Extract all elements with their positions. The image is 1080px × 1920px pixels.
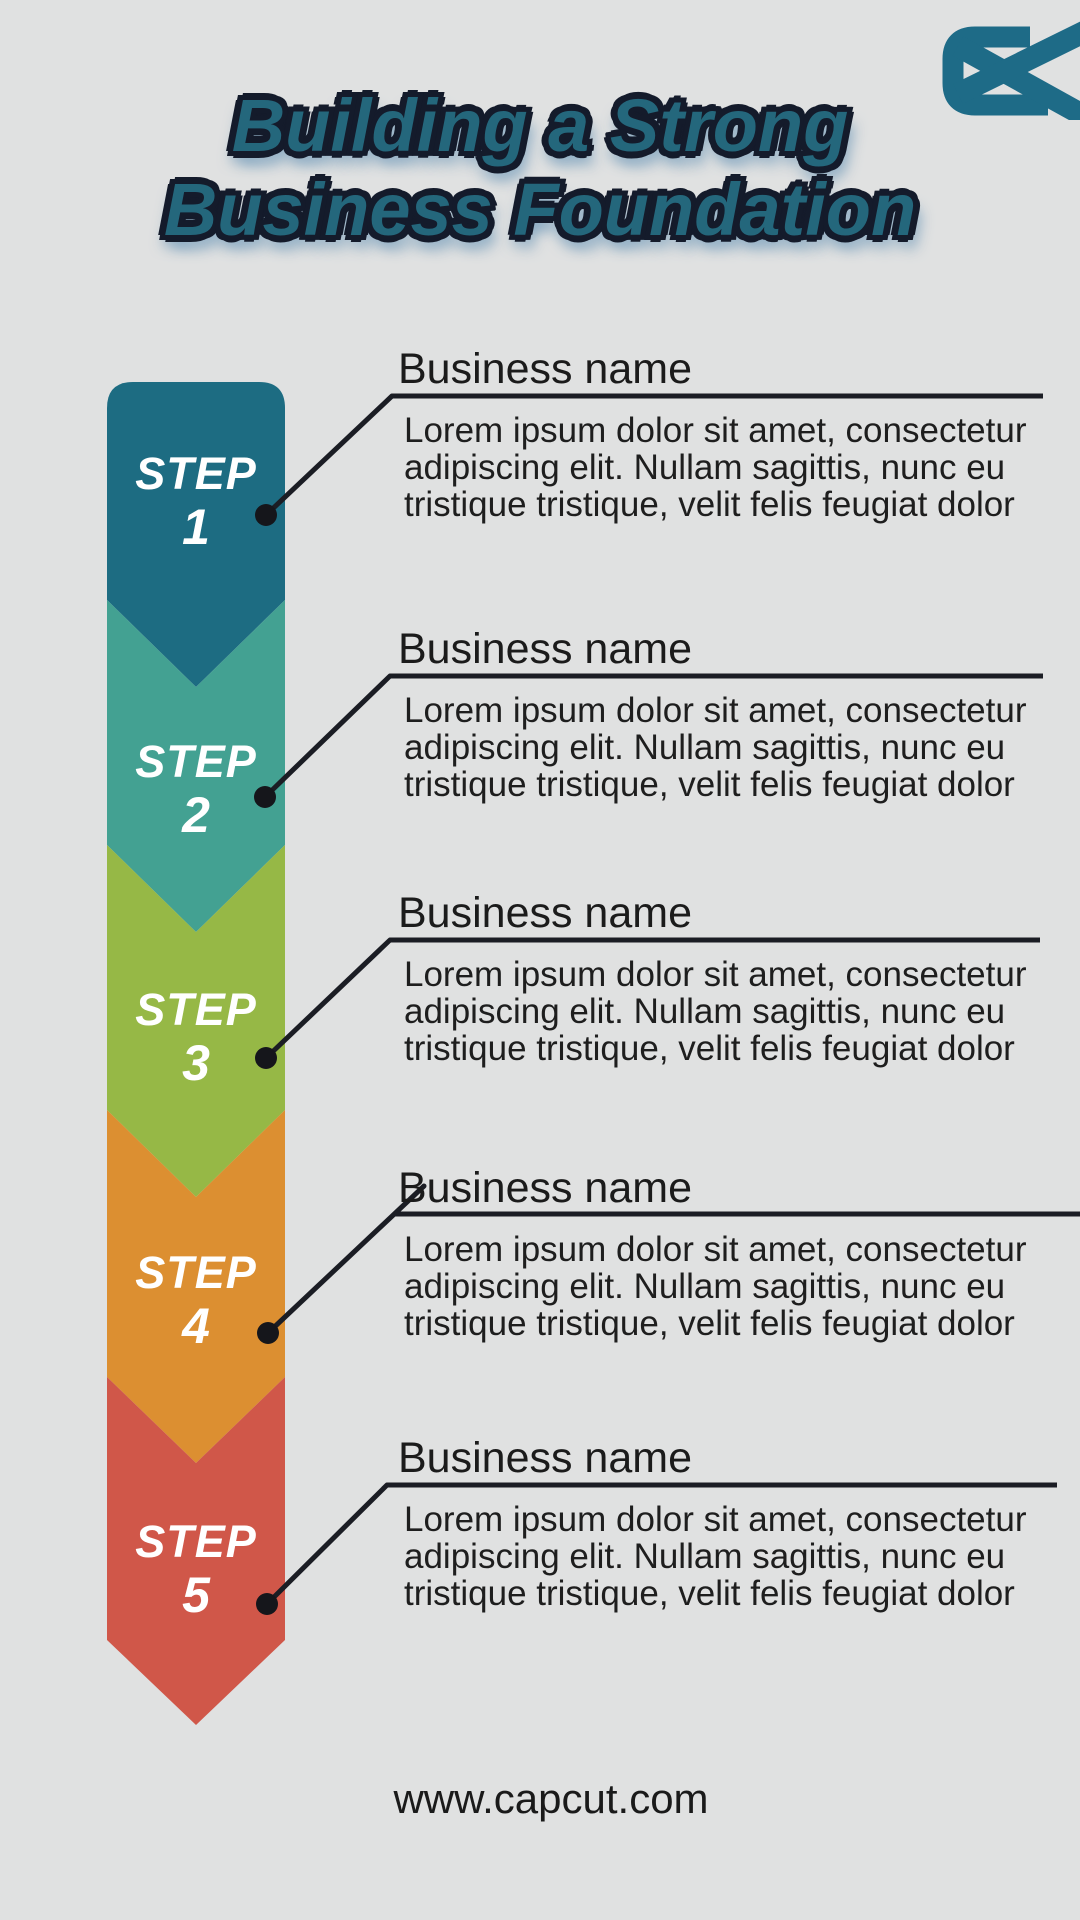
- page-title: [0, 84, 1080, 252]
- step-body-2-line-2: adipiscing elit. Nullam sagittis, nunc eu: [404, 728, 1006, 767]
- step-label-1: [107, 448, 285, 554]
- capcut-logo-icon: [940, 15, 1080, 120]
- step-word-3: STEP: [135, 984, 257, 1035]
- step-body-4-line-2: adipiscing elit. Nullam sagittis, nunc eu: [404, 1267, 1006, 1306]
- step-heading-4: Business name: [398, 1164, 692, 1212]
- step-number-3: 3: [182, 1035, 210, 1091]
- step-word-5: STEP: [135, 1516, 257, 1567]
- step-number-5: 5: [182, 1567, 210, 1623]
- step-body-1-line-2: adipiscing elit. Nullam sagittis, nunc eu: [404, 448, 1006, 487]
- step-body-1-line-3: tristique tristique, velit felis feugiat dolor: [404, 485, 1015, 524]
- step-body-3: [404, 956, 1064, 1067]
- step-word-1: STEP: [135, 448, 257, 499]
- step-body-3-line-2: adipiscing elit. Nullam sagittis, nunc eu: [404, 992, 1006, 1031]
- step-body-1: [404, 412, 1064, 523]
- step-body-4: [404, 1231, 1064, 1342]
- step-body-2: [404, 692, 1064, 803]
- step-number-2: 2: [182, 787, 210, 843]
- step-number-1: 1: [182, 499, 210, 555]
- step-body-3-line-3: tristique tristique, velit felis feugiat dolor: [404, 1029, 1015, 1068]
- footer-url: www.capcut.com: [393, 1775, 709, 1822]
- title-line-1: Building a Strong Building a Strong: [0, 84, 1080, 168]
- step-label-2: [107, 736, 285, 842]
- step-word-4: STEP: [135, 1247, 257, 1298]
- step-body-5: [404, 1501, 1064, 1612]
- step-body-4-line-1: Lorem ipsum dolor sit amet, consectetur: [404, 1230, 1027, 1269]
- step-body-5-line-2: adipiscing elit. Nullam sagittis, nunc eu: [404, 1537, 1006, 1576]
- step-heading-3: Business name: [398, 889, 692, 937]
- step-body-5-line-1: Lorem ipsum dolor sit amet, consectetur: [404, 1500, 1027, 1539]
- step-label-4: [107, 1247, 285, 1353]
- title-line-2: Business Foundation Business Foundation: [0, 168, 1080, 252]
- step-body-3-line-1: Lorem ipsum dolor sit amet, consectetur: [404, 955, 1027, 994]
- step-body-1-line-1: Lorem ipsum dolor sit amet, consectetur: [404, 411, 1027, 450]
- step-body-5-line-3: tristique tristique, velit felis feugiat dolor: [404, 1574, 1015, 1613]
- step-label-3: [107, 984, 285, 1090]
- step-body-4-line-3: tristique tristique, velit felis feugiat dolor: [404, 1304, 1015, 1343]
- step-body-2-line-1: Lorem ipsum dolor sit amet, consectetur: [404, 691, 1027, 730]
- step-body-2-line-3: tristique tristique, velit felis feugiat dolor: [404, 765, 1015, 804]
- step-heading-1: Business name: [398, 345, 692, 393]
- step-heading-5: Business name: [398, 1434, 692, 1482]
- step-label-5: [107, 1516, 285, 1622]
- step-number-4: 4: [182, 1298, 210, 1354]
- step-heading-2: Business name: [398, 625, 692, 673]
- step-word-2: STEP: [135, 736, 257, 787]
